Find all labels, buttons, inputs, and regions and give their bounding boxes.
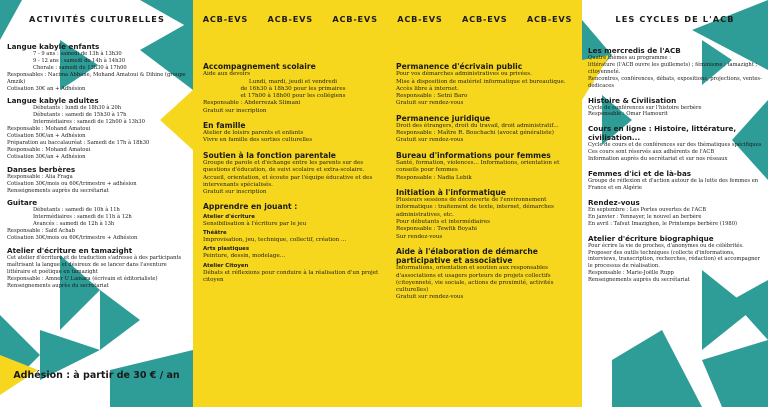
- section-line: Mise à disposition de matériel informatique et bureautique. Accès libre à internet.: [396, 78, 566, 92]
- section-line: Santé, formation, violences... Informations, orientation et conseils pour femmes: [396, 159, 560, 174]
- section-line: de 16h30 à 18h30 pour les primaires: [240, 85, 346, 92]
- subsection-title: Atelier Citoyen: [203, 262, 249, 269]
- section-line: Information auprès du secrétariat et sur nos réseaux: [588, 156, 728, 163]
- section-line: Rencontres, conférences, débats, expositions, projections, ventes-dédicaces: [588, 75, 762, 89]
- panel-title: LES CYCLES DE L'ACB: [615, 14, 735, 24]
- section-line: Responsable : Marie-Joëlle Rupp: [588, 270, 674, 277]
- section-heading: Accompagnement scolaire: [203, 62, 316, 71]
- section-line: 7 - 9 ans : samedi de 13h à 13h30: [33, 51, 122, 57]
- subsection-title: Atelier d'écriture: [203, 213, 255, 220]
- section-line: En janvier : Yennayer, le nouvel an berbère: [588, 213, 702, 220]
- section-line: Gratuit sur inscription: [203, 189, 267, 196]
- section-line: Groupe de parole et d'échange entre les parents sur des questions d'éducation, de suivi scolaire et extra-scolaire. Accueil, orientation, et écoute par l'équipe éducative et des intervenants spécialisés.: [203, 159, 373, 188]
- section-line: Plusieurs sessions de découverte de l'environnement informatique : traitement de texte, internet, démarches administratives, etc.: [396, 197, 554, 218]
- section-line: Pour débutants et intermédiaires: [396, 218, 491, 225]
- section-line: Sur rendez-vous: [396, 233, 443, 240]
- section-line: Gratuit sur rendez-vous: [396, 137, 464, 144]
- section-line: Préparation au baccalauréat : Samedi de 17h à 18h30: [7, 139, 150, 146]
- section-line: Gratuit sur rendez-vous: [396, 294, 464, 301]
- section-line: Avancés : samedi de 12h à 13h: [33, 221, 115, 228]
- section: [588, 46, 764, 90]
- subsection-text: Sensibilisation à l'écriture par le jeu: [203, 220, 307, 227]
- section-line: et 17h00 à 18h00 pour les collégiens: [240, 93, 346, 100]
- section-heading: Histoire & Civilisation: [588, 95, 677, 105]
- section-heading: Aide à l'élaboration de démarche participative et associative: [396, 246, 538, 266]
- left-sections: [7, 38, 189, 289]
- section-line: En avril : Tafsut Imazighen, le Printemps berbère (1980): [588, 220, 738, 227]
- section: [396, 188, 576, 241]
- section-line: Aide aux devoirs: [203, 71, 251, 78]
- section-line: Débutants : samedi de 15h30 à 17h: [33, 112, 127, 119]
- section-line: Cycle de cours et de conférences sur des thématiques spécifiques: [588, 142, 762, 149]
- section-line: Débutants : lundi de 18h30 à 20h: [33, 105, 122, 112]
- section-line: Responsable : Tewfik Boyahi: [396, 226, 477, 233]
- section-heading: Permanence juridique: [396, 113, 491, 123]
- section-line: Renseignements auprès du secrétariat: [588, 277, 690, 284]
- section-heading: Cours en ligne : Histoire, littérature, civilisation...: [588, 124, 737, 143]
- section-heading: Les mercredis de l'ACB: [588, 46, 681, 55]
- subsection-text: Peinture, dessin, modelage...: [203, 253, 286, 260]
- section: [396, 151, 576, 182]
- section-line: Ces cours sont réservés aux adhérents de l'ACB: [588, 149, 715, 156]
- banner-item: ACB-EVS: [526, 14, 573, 24]
- section-line: Responsable : Abderrezak Slimani: [203, 100, 301, 107]
- section: [203, 121, 383, 145]
- section-line: En septembre : Les Portes ouvertes de l'ACB: [588, 206, 707, 213]
- section-line: Atelier de loisirs parents et enfants: [203, 130, 304, 137]
- section-line: Responsable : Nadia Lebik: [396, 174, 472, 181]
- section: [588, 124, 764, 163]
- section-line: Vivre en famille des sorties culturelles: [203, 137, 313, 144]
- section-line: Pour vos démarches administratives ou privées.: [396, 71, 532, 78]
- section-line: Responsables : Nacima Abbane, Mohand Amatoui & Dihine (groupe Amzik): [7, 71, 186, 85]
- section-heading: Rendez-vous: [588, 197, 640, 207]
- section-line: Droit des étrangers, droit du travail, droit administratif...: [396, 122, 559, 129]
- section-line: Intermédiaires : samedi de 11h à 12h: [33, 214, 132, 221]
- subsection-title: Théâtre: [203, 229, 227, 236]
- section-line: Responsable : Mohand Amatoui: [7, 146, 91, 153]
- section-line: Cotisation 30€/an + Adhésion: [7, 153, 86, 160]
- middle-column-left: [203, 56, 383, 284]
- right-panel: [582, 0, 768, 407]
- banner-item: ACB-EVS: [397, 14, 443, 24]
- section-line: 9 - 12 ans : samedi de 14h à 14h30: [33, 57, 126, 64]
- section-line: Responsable : Setni Baro: [396, 93, 468, 100]
- panel-title: ACTIVITÉS CULTURELLES: [29, 14, 165, 24]
- section-line: littérature (l'ACB ouvre les guillemets) ; féminisme ; tamazight ; citoyenneté.: [588, 61, 758, 75]
- section: [396, 114, 576, 145]
- banner-item: ACB-EVS: [202, 14, 249, 24]
- section-heading: Soutien à la fonction parentale: [203, 150, 336, 160]
- section: [588, 198, 764, 228]
- section-line: Pour écrire la vie de proches, d'anonymes ou de célébrités. Proposer des outils techniques (collecte d'informations, interviews, transcription, recherches, rédaction) et accompagner le processus de réalisation.: [588, 242, 760, 270]
- subsection-text: Improvisation, jeu, technique, collectif, création ...: [203, 236, 347, 243]
- subsection-title: Arts plastiques: [203, 246, 250, 253]
- banner-item: ACB-EVS: [267, 14, 313, 24]
- section-line: Quatre thèmes au programme :: [588, 55, 671, 61]
- section: [7, 198, 189, 242]
- membership-footer: Adhésion : à partir de 30 € / an: [13, 370, 180, 381]
- section-line: Débutants : samedi de 10h à 11h: [33, 207, 120, 214]
- section: [7, 96, 189, 160]
- section-line: Responsable : Alia Fraga: [7, 173, 73, 180]
- section: [588, 234, 764, 284]
- section-line: Responsable : Maître R. Bouchachi (avocat généraliste): [396, 130, 554, 137]
- banner-item: ACB-EVS: [332, 14, 378, 24]
- section: [7, 165, 189, 195]
- section-line: Informations, orientation et soutien aux responsables d'associations et usagers porteurs de projets collectifs (citoyenneté, vie sociale, actions de proximité, activités culturelles): [396, 265, 554, 294]
- right-sections: [588, 40, 764, 284]
- section: [396, 247, 576, 302]
- banner-item: ACB-EVS: [462, 14, 508, 24]
- section-line: Responsable : Mohand Amatoui: [7, 126, 91, 133]
- section: [396, 62, 576, 108]
- section-line: Responsable : Saïd Achab: [7, 228, 75, 235]
- section-line: Cotisation 50€/an + Adhésion: [7, 133, 86, 140]
- section: [203, 151, 383, 197]
- left-panel: [0, 0, 193, 407]
- section-heading: Langue kabyle adultes: [7, 96, 99, 106]
- section-line: Responsable : Omar Hamourit: [588, 111, 668, 118]
- section-heading: En famille: [203, 120, 246, 130]
- section: [203, 202, 383, 284]
- section: [7, 42, 189, 92]
- section-heading: Atelier d'écriture en tamazight: [7, 245, 133, 255]
- section-line: Responsable : Amner U Lamara (écrivain et éditorialiste): [7, 275, 158, 282]
- section-line: Cotisation 30€/mois ou 60€/trimestre + adhésion: [7, 180, 137, 187]
- section-line: Lundi, mardi, jeudi et vendredi: [248, 78, 338, 85]
- section-line: Groupe de réflexion et d'action autour de la lutte des femmes en France et en Algérie: [588, 178, 759, 191]
- middle-panel: [193, 0, 582, 407]
- section-line: Intermédiaires : samedi de 12h00 à 13h30: [33, 119, 145, 126]
- section: [203, 62, 383, 115]
- section-heading: Initiation à l'informatique: [396, 187, 506, 197]
- section-heading: Guitare: [7, 198, 38, 208]
- section: [588, 169, 764, 192]
- middle-column-right: [396, 56, 576, 302]
- section: [7, 246, 189, 290]
- section-line: Gratuit sur rendez-vous: [396, 100, 464, 107]
- section-heading: Permanence d'écrivain public: [396, 62, 523, 71]
- section-line: Cycle de conférences sur l'histoire berbère: [588, 104, 702, 111]
- section-line: Renseignements auprès du secrétariat: [7, 282, 109, 289]
- subsection-text: Débats et réflexions pour conduire à la réalisation d'un projet citoyen: [203, 269, 379, 283]
- section-heading: Langue kabyle enfants: [7, 42, 100, 51]
- section-heading: Femmes d'ici et de là-bas: [588, 169, 692, 179]
- section-line: Gratuit sur inscription: [203, 107, 267, 114]
- section-heading: Danses berbères: [7, 164, 76, 174]
- section-heading: Bureau d'informations pour femmes: [396, 150, 551, 160]
- section-line: Cotisation 30€/mois ou 60€/trimestre + Adhésion: [7, 235, 138, 242]
- section-line: Chorale : samedi de 13h30 à 17h00: [33, 64, 127, 71]
- section: [588, 96, 764, 119]
- section-line: Cotisation 30€ an + Adhésion: [7, 85, 86, 92]
- section-line: Cet atelier d'écriture et de traduction s'adresse à des participants maîtrisant la langue et désireux de se lancer dans l'aventure littéraire et poétique en tamazight: [7, 254, 182, 275]
- section-heading: Apprendre en jouant :: [203, 202, 298, 212]
- section-line: Renseignements auprès du secrétariat: [7, 187, 109, 194]
- acb-evs-banner: [193, 14, 582, 24]
- section-heading: Atelier d'écriture biographique: [588, 233, 714, 243]
